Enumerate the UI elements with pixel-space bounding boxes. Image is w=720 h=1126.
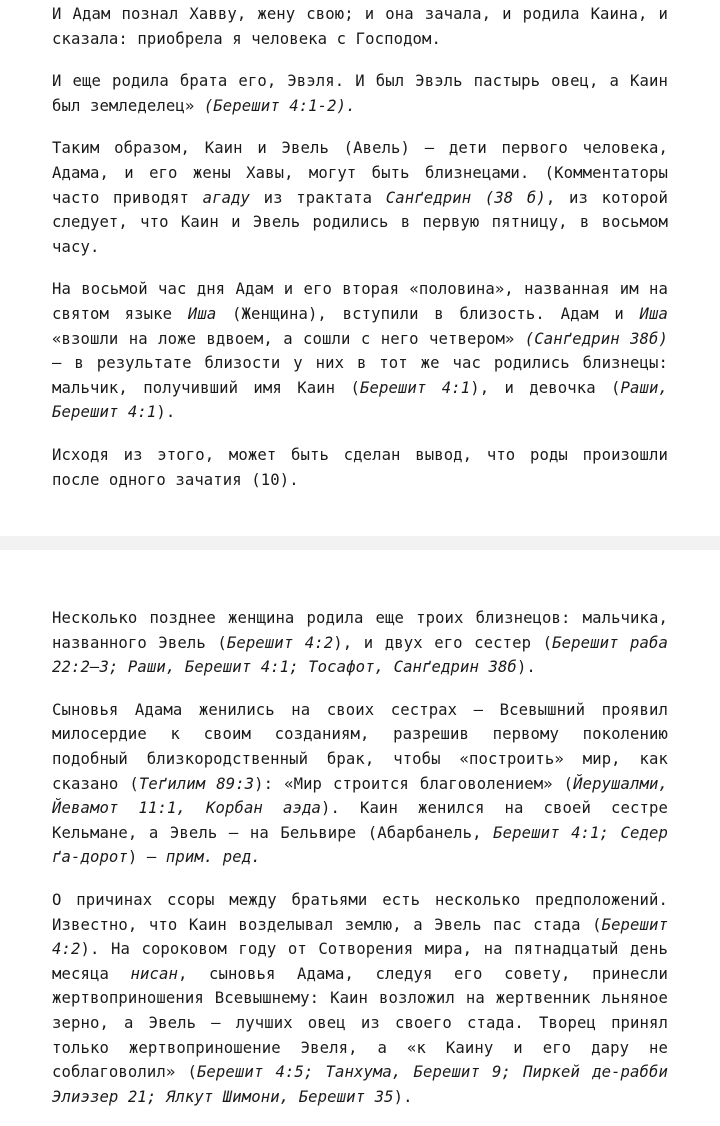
editor-note: прим. ред. (165, 848, 261, 867)
paragraph-quarrel (52, 888, 668, 1109)
text-segment: ). Каин женился на своей сестре Кельмане, а Эвель — на Бельвире (Абарбанель, (52, 799, 668, 842)
citation: (Санґедрин 38б) (524, 329, 668, 348)
text-segment: ), и двух его сестер ( (333, 633, 553, 652)
text-segment: из трактата (250, 188, 386, 207)
citation: Берешит 4:2 (226, 633, 334, 652)
citation: Санґедрин (38 б) (385, 188, 546, 207)
text-segment: Сыновья Адама женились на своих сестрах — Всевышний проявил милосердие к своим созданиям, разрешив первому поколению подобный близкородственный брак, чтобы «построить» мир, как сказано ( (52, 700, 668, 793)
paragraph-three-twins (52, 606, 668, 680)
citation: Берешит 4:2 (52, 915, 668, 959)
text-segment: ). (156, 403, 176, 422)
citation: Йерушалми, Йевамот 11:1, Корбан аэда (52, 774, 668, 818)
paragraph-brother-evel (52, 69, 668, 118)
text-segment: , из которой следует, что Каин и Эвель родились в первую пятницу, в восьмом часу. (52, 188, 668, 256)
citation: Берешит раба 22:2—3; Раши, Берешит 4:1; Тосафот, Санґедрин 38б (52, 633, 669, 677)
text-segment: И еще родила брата его, Эвэля. И был Эвэль пастырь овец, а Каин был земледелец» (52, 72, 668, 115)
italic-term: агаду (202, 188, 251, 207)
text-segment: — в результате близости у них в тот же час родились близнецы: мальчик, получивший имя Каин ( (52, 354, 668, 397)
italic-term: нисан (130, 964, 178, 983)
text-segment: «взошли на ложе вдвоем, а сошли с него четвером» (52, 329, 525, 348)
text-segment: ): «Мир строится благоволением» ( (254, 774, 574, 793)
text-segment: ). (393, 1087, 413, 1106)
text-segment: (Женщина), вступили в близость. Адам и (216, 304, 640, 323)
citation: Берешит 4:1 (359, 378, 471, 397)
text-segment: ) — (127, 848, 166, 867)
citation: Берешит 4:5; Танхума, Берешит 9; Пиркей де-рабби Элиэзер 21; Ялкут Шимони, Берешит 35 (52, 1063, 669, 1106)
text-segment: О причинах ссоры между братьями есть несколько предположений. Известно, что Каин возделывал землю, а Эвель пас стада ( (52, 890, 668, 934)
page-separator (0, 536, 720, 550)
citation: Раши, Берешит 4:1 (52, 378, 668, 422)
text-segment: Несколько позднее женщина родила еще троих близнецов: мальчика, названного Эвель ( (52, 609, 668, 652)
text-segment: ). На сороковом году от Сотворения мира, на пятнадцатый день месяца (52, 940, 668, 983)
citation: (Берешит 4:1-2). (203, 96, 356, 115)
text-segment: На восьмой час дня Адам и его вторая «половина», названная им на святом языке (52, 280, 668, 323)
text-segment: ), и девочка ( (470, 378, 621, 397)
italic-term: Иша (639, 304, 668, 323)
paragraph-eighth-hour (52, 277, 668, 425)
page-top (0, 0, 720, 536)
paragraph-adam-knew-havva (52, 2, 668, 51)
text-segment: ). (516, 658, 536, 677)
text-segment: , сыновья Адама, следуя его совету, принесли жертвоприношения Всевышнему: Каин возложил на жертвенник льняное зерно, а Эвель — лучших овец из своего стада. Творец принял только жертвоприношение Эвеля, а «к Каину и его дару не соблаговолил» ( (52, 964, 668, 1082)
text-segment: И Адам познал Хавву, жену свою; и она зачала, и родила Каина, и сказала: приобрела я человека с Господом. (52, 5, 668, 48)
paragraph-twins (52, 136, 668, 259)
paragraph-marriage (52, 698, 668, 870)
italic-term: Иша (187, 304, 217, 323)
page-bottom (0, 550, 720, 1126)
text-segment: Таким образом, Каин и Эвель (Авель) — дети первого человека, Адама, и его жены Хавы, могут быть близнецами. (Комментаторы часто приводят (52, 139, 668, 207)
text-segment: Исходя из этого, может быть сделан вывод, что роды произошли после одного зачатия (10). (52, 445, 668, 489)
citation: Теґилим 89:3 (138, 774, 255, 793)
paragraph-conclusion (52, 443, 668, 492)
citation: Берешит 4:1; Седер ґа-дорот (52, 823, 668, 867)
